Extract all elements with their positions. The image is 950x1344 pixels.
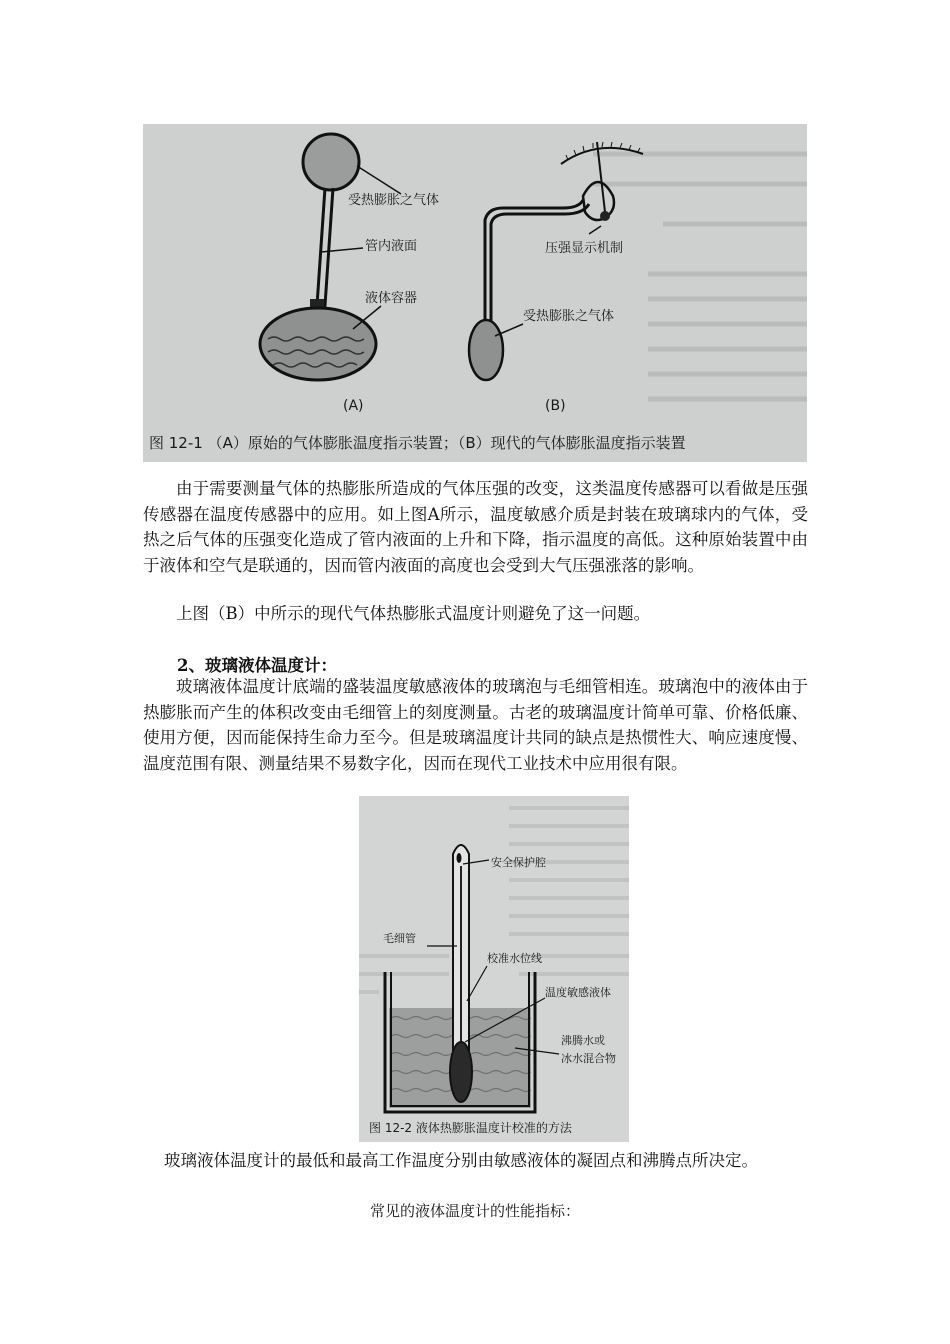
label-liquid-level: 管内液面: [365, 239, 418, 254]
label-calibration-line: 校准水位线: [487, 952, 542, 965]
liquid-container: [260, 308, 376, 380]
figure-12-2-drawing: [359, 796, 629, 1142]
figure-12-1-caption: 图 12-1 （A）原始的气体膨胀温度指示装置；（B）现代的气体膨胀温度指示装置: [149, 434, 686, 452]
label-panel-b: (B): [545, 398, 566, 414]
thermometer-bulb: [450, 1042, 472, 1102]
figure-12-2: [359, 796, 629, 1142]
paragraph-modern-gas: 上图（B）中所示的现代气体热膨胀式温度计则避免了这一问题。: [176, 604, 651, 623]
figure-12-1-drawing: [143, 124, 807, 462]
label-bath-line1: 沸腾水或: [561, 1034, 605, 1047]
label-capillary: 毛细管: [383, 932, 416, 945]
section-heading-glass-thermometer: 2、玻璃液体温度计：: [177, 656, 337, 675]
paragraph-operating-range: 玻璃液体温度计的最低和最高工作温度分别由敏感液体的凝固点和沸腾点所决定。: [164, 1151, 758, 1170]
label-container: 液体容器: [365, 291, 418, 306]
paragraph-gas-sensor: 由于需要测量气体的热膨胀所造成的气体压强的改变，这类温度传感器可以看做是压强传感器在温度传感器中的应用。如上图A所示，温度敏感介质是封装在玻璃球内的气体，受热之后气体的压强变化造成了管内液面的上升和下降，指示温度的高低。这种原始装置中由于液体和空气是联通的，因而管内液面的高度也会受到大气压强涨落的影响。: [143, 479, 808, 575]
figure-12-2-caption: 图 12-2 液体热膨胀温度计校准的方法: [369, 1121, 572, 1135]
figure-12-1: [143, 124, 807, 462]
label-gas-b: 受热膨胀之气体: [523, 309, 615, 324]
gas-bulb-a: [303, 134, 359, 190]
table-intro-text: 常见的液体温度计的性能指标：: [369, 1202, 580, 1220]
label-gas-a: 受热膨胀之气体: [348, 193, 440, 208]
gas-bulb-b: [469, 320, 503, 380]
label-display: 压强显示机制: [545, 241, 624, 256]
label-sensing-liquid: 温度敏感液体: [545, 986, 611, 999]
label-bath-line2: 冰水混合物: [561, 1052, 616, 1065]
label-safety-chamber: 安全保护腔: [491, 856, 546, 869]
paragraph-glass-thermometer: 玻璃液体温度计底端的盛装温度敏感液体的玻璃泡与毛细管相连。玻璃泡中的液体由于热膨胀而产生的体积改变由毛细管上的刻度测量。古老的玻璃温度计简单可靠、价格低廉、使用方便，因而能保持生命力至今。但是玻璃温度计共同的缺点是热惯性大、响应速度慢、温度范围有限、测量结果不易数字化，因而在现代工业技术中应用很有限。: [143, 677, 808, 773]
label-panel-a: (A): [343, 398, 364, 414]
